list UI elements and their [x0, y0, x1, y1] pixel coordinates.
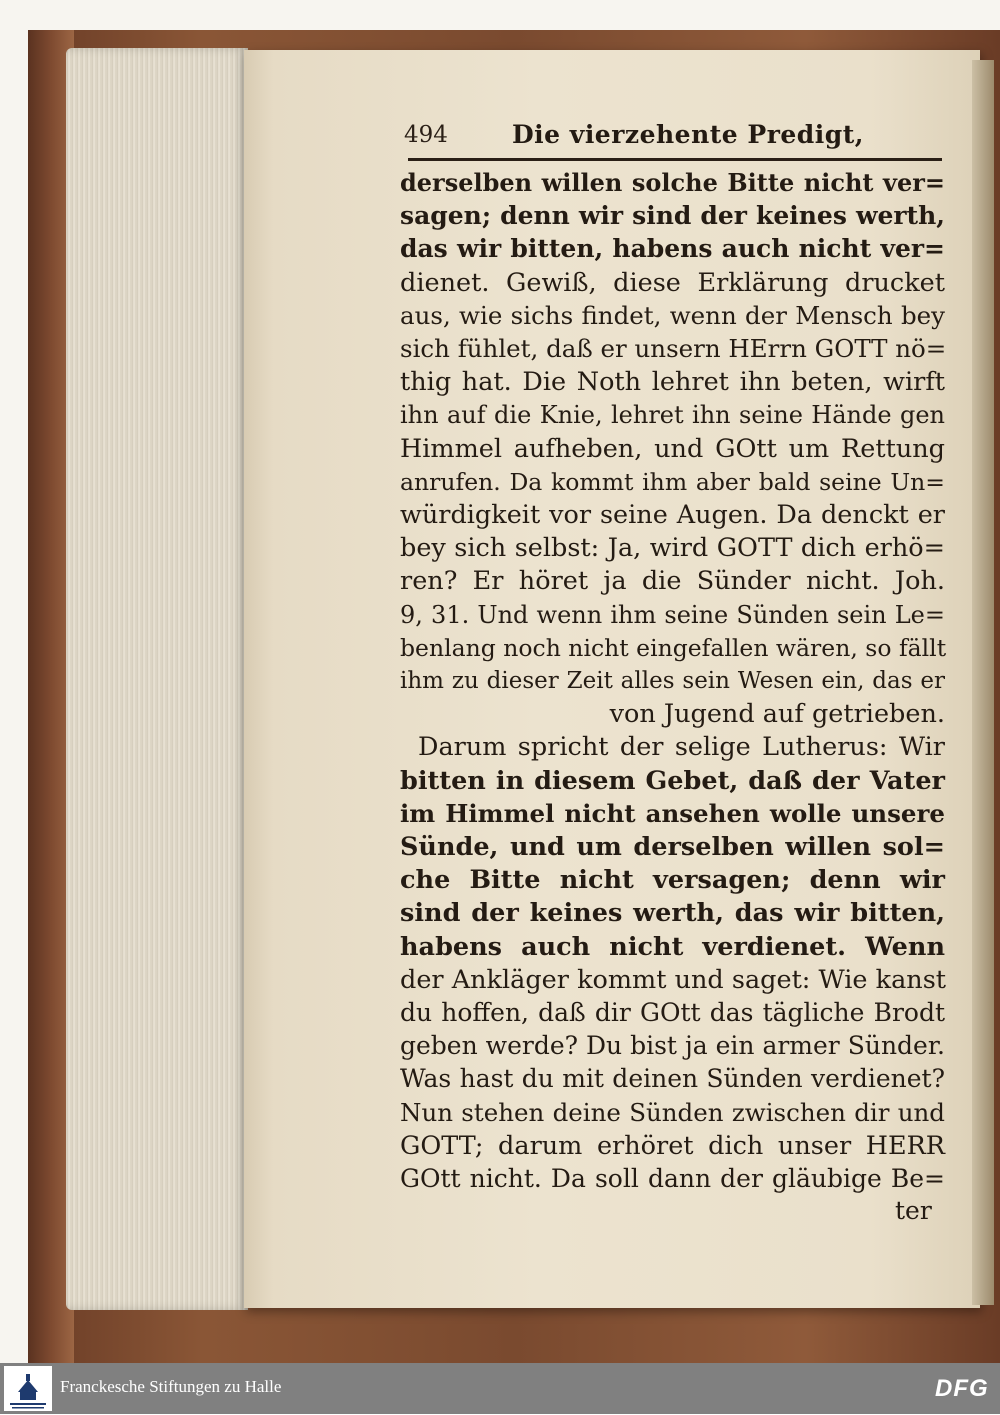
header-rule	[408, 158, 942, 161]
text-line: che Bitte nicht versagen; denn wir	[400, 865, 945, 896]
text-line: aus, wie sichs findet, wenn der Mensch bey	[400, 300, 945, 330]
text-line: Was hast du mit deinen Sünden verdienet?	[400, 1064, 945, 1094]
text-line: GOTT; darum erhöret dich unser HERR	[400, 1130, 945, 1161]
page-gutter	[972, 60, 994, 1305]
text-line: habens auch nicht verdienet. Wenn	[400, 931, 945, 962]
body-text	[400, 166, 945, 1196]
institution-name[interactable]: Franckesche Stiftungen zu Halle	[60, 1377, 282, 1396]
text-line: benlang noch nicht eingefallen wären, so fällt	[400, 633, 947, 662]
text-line: bey sich selbst: Ja, wird GOTT dich erhö=	[400, 533, 945, 564]
text-line: sagen; denn wir sind der keines werth,	[400, 201, 945, 231]
text-line: ren? Er höret ja die Sünder nicht. Joh.	[400, 566, 945, 597]
dfg-logo[interactable]: DFG	[935, 1375, 989, 1402]
text-line: sich fühlet, daß er unsern HErrn GOTT nö=	[400, 334, 947, 363]
text-line: 9, 31. Und wenn ihm seine Sünden sein Le=	[400, 600, 945, 629]
text-line: ihn auf die Knie, lehret ihn seine Hände gen	[400, 401, 945, 430]
text-line: dienet. Gewiß, diese Erklärung drucket	[400, 267, 945, 298]
franckesche-stiftungen-logo-icon[interactable]	[4, 1366, 52, 1411]
running-title: Die vierzehente Predigt,	[512, 120, 864, 149]
text-line: GOtt nicht. Da soll dann der gläubige Be=	[400, 1164, 945, 1193]
text-line: du hoffen, daß dir GOtt das tägliche Brodt	[400, 998, 945, 1027]
text-line: Nun stehen deine Sünden zwischen dir und	[400, 1097, 945, 1127]
text-line: Darum spricht der selige Lutherus: Wir	[418, 732, 945, 763]
text-line: ihm zu dieser Zeit alles sein Wesen ein, das er	[400, 668, 945, 694]
text-line: anrufen. Da kommt ihm aber bald seine Un=	[400, 467, 945, 496]
text-line: thig hat. Die Noth lehret ihn beten, wirft	[400, 367, 945, 398]
text-line: bitten in diesem Gebet, daß der Vater	[400, 765, 945, 796]
text-line: geben werde? Du bist ja ein armer Sünder.	[400, 1031, 945, 1061]
text-line: sind der keines werth, das wir bitten,	[400, 898, 945, 929]
catchword: ter	[895, 1196, 932, 1225]
text-line: würdigkeit vor seine Augen. Da denckt er	[400, 500, 945, 530]
text-line: im Himmel nicht ansehen wolle unsere	[400, 798, 945, 828]
text-line: Himmel aufheben, und GOtt um Rettung	[400, 433, 945, 464]
footer-bar	[0, 1363, 1000, 1414]
text-line: von Jugend auf getrieben.	[609, 699, 945, 730]
text-line: das wir bitten, habens auch nicht ver=	[400, 234, 945, 264]
page-stack-edges	[66, 48, 248, 1310]
page-number: 494	[404, 122, 448, 148]
text-line: derselben willen solche Bitte nicht ver=	[400, 168, 945, 197]
text-line: der Ankläger kommt und saget: Wie kanst	[400, 964, 947, 995]
text-line: Sünde, und um derselben willen sol=	[400, 832, 945, 862]
running-head	[404, 118, 944, 158]
